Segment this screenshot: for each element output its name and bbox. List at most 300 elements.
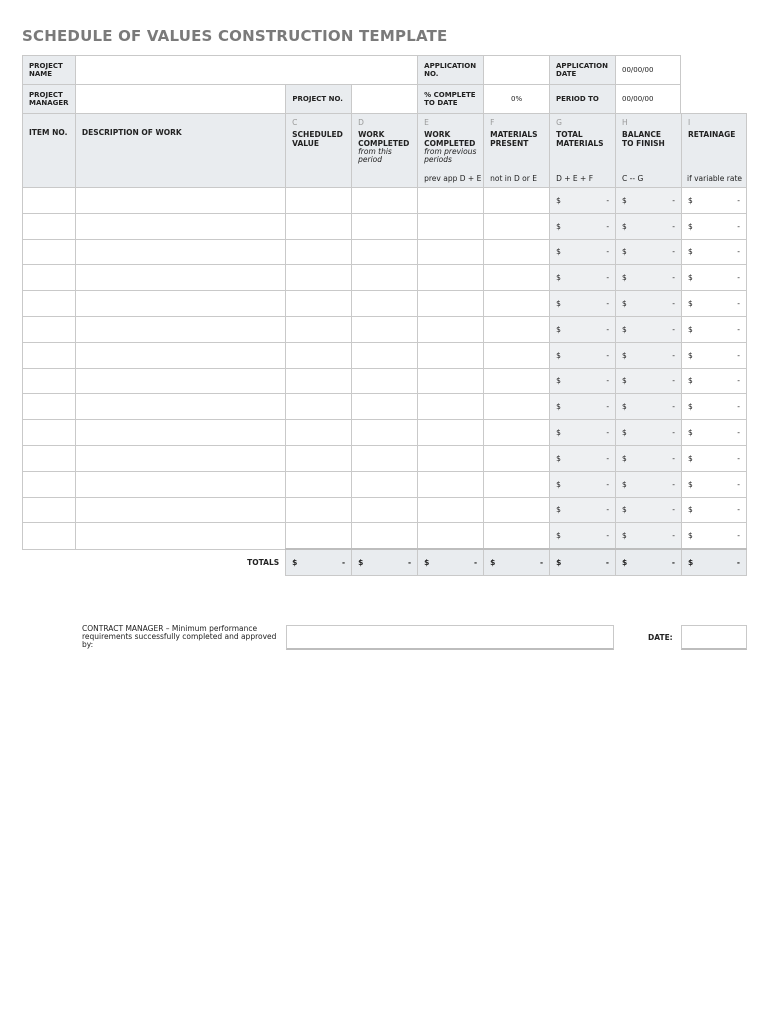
amount-value: - <box>672 453 675 463</box>
currency-symbol: $ <box>622 557 628 567</box>
currency-symbol: $ <box>622 505 627 515</box>
description-cell[interactable] <box>75 291 285 317</box>
work-completed-this-period-cell[interactable] <box>352 420 418 446</box>
amount-value: - <box>672 324 675 334</box>
work-completed-previous-cell[interactable] <box>418 265 484 291</box>
currency-symbol: $ <box>556 376 561 386</box>
scheduled-value-cell[interactable] <box>286 316 352 342</box>
description-cell[interactable] <box>75 316 285 342</box>
column-header-item-no <box>23 114 76 188</box>
amount-value: - <box>606 428 610 438</box>
column-letter-c: C <box>292 118 298 127</box>
item-no-cell[interactable] <box>23 239 76 265</box>
description-cell[interactable] <box>75 497 285 523</box>
currency-symbol: $ <box>622 247 627 257</box>
amount-value: - <box>606 221 610 231</box>
table-row <box>23 497 747 523</box>
column-formula-g: D + E + F <box>556 174 594 183</box>
table-row <box>23 291 747 317</box>
materials-present-cell[interactable] <box>484 239 550 265</box>
total-scheduled-value-cell <box>286 549 352 575</box>
scheduled-value-cell[interactable] <box>286 239 352 265</box>
currency-symbol: $ <box>622 324 627 334</box>
currency-symbol: $ <box>292 557 298 567</box>
balance-to-finish-cell <box>616 523 682 549</box>
work-completed-this-period-cell[interactable] <box>352 523 418 549</box>
project-manager-label: PROJECT MANAGER <box>23 85 76 114</box>
amount-value: - <box>408 557 412 567</box>
currency-symbol: $ <box>556 531 561 541</box>
scheduled-value-cell[interactable] <box>286 394 352 420</box>
work-completed-previous-cell[interactable] <box>418 342 484 368</box>
work-completed-this-period-cell[interactable] <box>352 368 418 394</box>
balance-to-finish-cell <box>616 316 682 342</box>
work-completed-this-period-cell[interactable] <box>352 291 418 317</box>
currency-symbol: $ <box>622 453 627 463</box>
item-no-header: ITEM NO. <box>29 128 68 137</box>
column-formula-f: not in D or E <box>490 174 537 183</box>
currency-symbol: $ <box>687 402 693 412</box>
contract-manager-label: CONTRACT MANAGER – Minimum performance requirements successfully completed and approved by: <box>82 624 277 649</box>
currency-symbol: $ <box>556 402 561 412</box>
currency-symbol: $ <box>687 505 693 515</box>
amount-value: - <box>672 376 675 386</box>
column-header-i <box>681 114 746 188</box>
column-header-c <box>286 114 352 188</box>
total-materials-cell <box>550 471 616 497</box>
amount-value: - <box>737 531 740 541</box>
amount-value: - <box>605 557 610 567</box>
work-completed-previous-cell[interactable] <box>418 239 484 265</box>
table-row <box>23 342 747 368</box>
materials-present-cell[interactable] <box>484 497 550 523</box>
amount-value: - <box>342 557 346 567</box>
materials-present-cell[interactable] <box>484 291 550 317</box>
retainage-cell <box>681 239 746 265</box>
totals-label: TOTALS <box>247 557 280 567</box>
amount-value: - <box>672 531 675 541</box>
currency-symbol: $ <box>687 557 694 567</box>
amount-value: - <box>606 453 610 463</box>
percent-complete-field[interactable]: 0% <box>484 85 550 114</box>
table-row <box>23 523 747 549</box>
work-completed-previous-cell[interactable] <box>418 394 484 420</box>
scheduled-value-cell[interactable] <box>286 497 352 523</box>
amount-value: - <box>737 221 740 231</box>
amount-value: - <box>737 376 740 386</box>
work-completed-this-period-cell[interactable] <box>352 342 418 368</box>
balance-to-finish-cell <box>616 394 682 420</box>
description-cell[interactable] <box>75 471 285 497</box>
currency-symbol: $ <box>556 247 561 257</box>
total-materials-cell <box>550 213 616 239</box>
item-no-cell[interactable] <box>23 265 76 291</box>
total-materials-cell <box>550 445 616 471</box>
column-letter-f: F <box>490 118 495 127</box>
currency-symbol: $ <box>622 376 627 386</box>
amount-value: - <box>737 479 740 489</box>
contract-manager-signature-field[interactable] <box>286 625 614 650</box>
amount-value: - <box>606 505 610 515</box>
column-title-d: WORK COMPLETED <box>358 130 410 148</box>
column-sub-e: from previous periods <box>424 147 477 164</box>
item-no-cell[interactable] <box>23 471 76 497</box>
currency-symbol: $ <box>687 428 693 438</box>
currency-symbol: $ <box>622 221 627 231</box>
currency-symbol: $ <box>358 557 364 567</box>
currency-symbol: $ <box>556 273 561 283</box>
amount-value: - <box>672 221 675 231</box>
column-title-f: MATERIALS PRESENT <box>490 130 538 148</box>
currency-symbol: $ <box>687 376 693 386</box>
amount-value: - <box>737 402 740 412</box>
currency-symbol: $ <box>622 402 627 412</box>
amount-value: - <box>672 428 675 438</box>
column-header-row <box>23 114 747 188</box>
retainage-cell <box>681 523 746 549</box>
amount-value: - <box>672 195 675 205</box>
work-completed-this-period-cell[interactable] <box>352 445 418 471</box>
currency-symbol: $ <box>622 479 627 489</box>
date-label: DATE: <box>648 633 673 642</box>
column-formula-e: prev app D + E <box>424 174 482 183</box>
currency-symbol: $ <box>556 324 561 334</box>
column-letter-g: G <box>556 118 562 127</box>
currency-symbol: $ <box>687 531 693 541</box>
total-materials-cell <box>550 316 616 342</box>
column-title-g: TOTAL MATERIALS <box>556 130 604 148</box>
table-row <box>23 265 747 291</box>
currency-symbol: $ <box>556 428 561 438</box>
date-field[interactable] <box>681 625 747 650</box>
total-retainage-cell <box>681 549 746 575</box>
amount-value: - <box>539 557 544 567</box>
currency-symbol: $ <box>622 273 627 283</box>
project-no-label: PROJECT NO. <box>286 85 352 114</box>
currency-symbol: $ <box>556 299 561 309</box>
retainage-cell <box>681 213 746 239</box>
currency-symbol: $ <box>687 350 693 360</box>
retainage-cell <box>681 394 746 420</box>
currency-symbol: $ <box>556 505 561 515</box>
application-no-field[interactable] <box>484 56 550 85</box>
currency-symbol: $ <box>622 195 627 205</box>
work-completed-this-period-cell[interactable] <box>352 471 418 497</box>
currency-symbol: $ <box>556 221 561 231</box>
total-materials-cell <box>550 265 616 291</box>
item-no-cell[interactable] <box>23 342 76 368</box>
column-header-d <box>352 114 418 188</box>
retainage-cell <box>681 188 746 214</box>
work-completed-this-period-cell[interactable] <box>352 316 418 342</box>
item-no-cell[interactable] <box>23 316 76 342</box>
page-title: SCHEDULE OF VALUES CONSTRUCTION TEMPLATE <box>22 27 448 45</box>
currency-symbol: $ <box>687 273 693 283</box>
amount-value: - <box>737 428 740 438</box>
amount-value: - <box>606 195 610 205</box>
period-to-label: PERIOD TO <box>550 85 616 114</box>
amount-value: - <box>606 273 610 283</box>
description-cell[interactable] <box>75 265 285 291</box>
table-row <box>23 420 747 446</box>
amount-value: - <box>737 505 740 515</box>
table-row <box>23 471 747 497</box>
currency-symbol: $ <box>490 557 496 567</box>
amount-value: - <box>606 479 610 489</box>
currency-symbol: $ <box>556 195 561 205</box>
materials-present-cell[interactable] <box>484 265 550 291</box>
work-completed-this-period-cell[interactable] <box>352 188 418 214</box>
total-materials-cell <box>550 420 616 446</box>
project-manager-field[interactable] <box>75 85 285 114</box>
balance-to-finish-cell <box>616 368 682 394</box>
total-materials-cell <box>550 342 616 368</box>
column-header-e <box>418 114 484 188</box>
work-completed-previous-cell[interactable] <box>418 316 484 342</box>
table-row <box>23 188 747 214</box>
work-completed-previous-cell[interactable] <box>418 188 484 214</box>
column-title-e: WORK COMPLETED <box>424 130 476 148</box>
balance-to-finish-cell <box>616 213 682 239</box>
retainage-cell <box>681 291 746 317</box>
materials-present-cell[interactable] <box>484 368 550 394</box>
item-no-cell[interactable] <box>23 188 76 214</box>
amount-value: - <box>736 557 740 567</box>
column-formula-h: C -- G <box>622 174 644 183</box>
column-letter-h: H <box>622 118 628 127</box>
currency-symbol: $ <box>687 453 693 463</box>
scheduled-value-cell[interactable] <box>286 188 352 214</box>
total-materials-cell <box>550 368 616 394</box>
table-row <box>23 213 747 239</box>
column-header-description <box>75 114 285 188</box>
retainage-cell <box>681 265 746 291</box>
currency-symbol: $ <box>556 350 561 360</box>
amount-value: - <box>606 324 610 334</box>
item-no-cell[interactable] <box>23 394 76 420</box>
currency-symbol: $ <box>622 350 627 360</box>
materials-present-cell[interactable] <box>484 420 550 446</box>
application-no-label: APPLICATION NO. <box>418 56 484 85</box>
column-formula-i: if variable rate <box>687 174 742 183</box>
amount-value: - <box>737 247 740 257</box>
description-cell[interactable] <box>75 213 285 239</box>
amount-value: - <box>737 324 740 334</box>
total-work-completed-previous-cell <box>418 549 484 575</box>
retainage-cell <box>681 316 746 342</box>
work-completed-previous-cell[interactable] <box>418 523 484 549</box>
materials-present-cell[interactable] <box>484 523 550 549</box>
period-to-field[interactable]: 00/00/00 <box>616 85 681 114</box>
balance-to-finish-cell <box>616 420 682 446</box>
column-title-h: BALANCE TO FINISH <box>622 130 665 148</box>
scheduled-value-cell[interactable] <box>286 471 352 497</box>
amount-value: - <box>737 299 740 309</box>
schedule-of-values-table <box>22 113 747 576</box>
amount-value: - <box>473 557 478 567</box>
currency-symbol: $ <box>424 557 430 567</box>
currency-symbol: $ <box>556 479 561 489</box>
scheduled-value-cell[interactable] <box>286 368 352 394</box>
amount-value: - <box>606 350 610 360</box>
balance-to-finish-cell <box>616 342 682 368</box>
balance-to-finish-cell <box>616 239 682 265</box>
item-no-cell[interactable] <box>23 291 76 317</box>
description-cell[interactable] <box>75 368 285 394</box>
amount-value: - <box>737 195 740 205</box>
amount-value: - <box>606 402 610 412</box>
column-letter-e: E <box>424 118 429 127</box>
total-materials-cell <box>550 523 616 549</box>
currency-symbol: $ <box>622 531 627 541</box>
materials-present-cell[interactable] <box>484 213 550 239</box>
description-cell[interactable] <box>75 342 285 368</box>
work-completed-previous-cell[interactable] <box>418 471 484 497</box>
currency-symbol: $ <box>687 324 693 334</box>
currency-symbol: $ <box>687 195 693 205</box>
total-materials-cell <box>550 394 616 420</box>
scheduled-value-cell[interactable] <box>286 523 352 549</box>
scheduled-value-cell[interactable] <box>286 342 352 368</box>
amount-value: - <box>606 531 610 541</box>
retainage-cell <box>681 420 746 446</box>
project-name-field[interactable] <box>75 56 417 85</box>
table-row <box>23 316 747 342</box>
project-info-grid <box>22 55 681 114</box>
work-completed-previous-cell[interactable] <box>418 291 484 317</box>
application-date-label: APPLICATION DATE <box>550 56 616 85</box>
amount-value: - <box>672 402 675 412</box>
amount-value: - <box>606 376 610 386</box>
total-materials-cell <box>550 239 616 265</box>
retainage-cell <box>681 445 746 471</box>
project-name-label: PROJECT NAME <box>23 56 76 85</box>
currency-symbol: $ <box>687 479 693 489</box>
work-completed-previous-cell[interactable] <box>418 368 484 394</box>
work-completed-this-period-cell[interactable] <box>352 394 418 420</box>
scheduled-value-cell[interactable] <box>286 445 352 471</box>
totals-row <box>23 549 747 575</box>
item-no-cell[interactable] <box>23 445 76 471</box>
description-cell[interactable] <box>75 523 285 549</box>
item-no-cell[interactable] <box>23 523 76 549</box>
amount-value: - <box>672 350 675 360</box>
scheduled-value-cell[interactable] <box>286 213 352 239</box>
materials-present-cell[interactable] <box>484 471 550 497</box>
amount-value: - <box>672 505 675 515</box>
materials-present-cell[interactable] <box>484 316 550 342</box>
total-materials-cell <box>550 291 616 317</box>
total-total-materials-cell <box>550 549 616 575</box>
retainage-cell <box>681 368 746 394</box>
project-no-field[interactable] <box>352 85 418 114</box>
currency-symbol: $ <box>687 247 693 257</box>
column-letter-d: D <box>358 118 364 127</box>
table-row <box>23 394 747 420</box>
total-balance-to-finish-cell <box>616 549 682 575</box>
scheduled-value-cell[interactable] <box>286 291 352 317</box>
table-row <box>23 239 747 265</box>
balance-to-finish-cell <box>616 188 682 214</box>
retainage-cell <box>681 471 746 497</box>
amount-value: - <box>672 247 675 257</box>
application-date-field[interactable]: 00/00/00 <box>616 56 681 85</box>
total-materials-present-cell <box>484 549 550 575</box>
scheduled-value-cell[interactable] <box>286 420 352 446</box>
amount-value: - <box>672 273 675 283</box>
scheduled-value-cell[interactable] <box>286 265 352 291</box>
work-completed-this-period-cell[interactable] <box>352 213 418 239</box>
column-header-g <box>550 114 616 188</box>
currency-symbol: $ <box>556 557 562 567</box>
work-completed-this-period-cell[interactable] <box>352 497 418 523</box>
description-cell[interactable] <box>75 188 285 214</box>
work-completed-this-period-cell[interactable] <box>352 239 418 265</box>
balance-to-finish-cell <box>616 291 682 317</box>
balance-to-finish-cell <box>616 265 682 291</box>
percent-complete-label: % COMPLETE TO DATE <box>418 85 484 114</box>
amount-value: - <box>737 273 740 283</box>
table-row <box>23 445 747 471</box>
description-header: DESCRIPTION OF WORK <box>81 128 182 137</box>
item-no-cell[interactable] <box>23 213 76 239</box>
currency-symbol: $ <box>687 299 693 309</box>
total-materials-cell <box>550 188 616 214</box>
description-cell[interactable] <box>75 394 285 420</box>
item-no-cell[interactable] <box>23 497 76 523</box>
materials-present-cell[interactable] <box>484 445 550 471</box>
column-header-f <box>484 114 550 188</box>
total-materials-cell <box>550 497 616 523</box>
balance-to-finish-cell <box>616 497 682 523</box>
currency-symbol: $ <box>556 453 561 463</box>
table-row <box>23 368 747 394</box>
item-no-cell[interactable] <box>23 368 76 394</box>
amount-value: - <box>606 299 610 309</box>
currency-symbol: $ <box>622 428 627 438</box>
retainage-cell <box>681 497 746 523</box>
balance-to-finish-cell <box>616 471 682 497</box>
materials-present-cell[interactable] <box>484 342 550 368</box>
column-header-h <box>616 114 682 188</box>
currency-symbol: $ <box>622 299 627 309</box>
work-completed-previous-cell[interactable] <box>418 213 484 239</box>
balance-to-finish-cell <box>616 445 682 471</box>
amount-value: - <box>737 350 740 360</box>
amount-value: - <box>672 299 675 309</box>
description-cell[interactable] <box>75 420 285 446</box>
work-completed-previous-cell[interactable] <box>418 445 484 471</box>
retainage-cell <box>681 342 746 368</box>
work-completed-previous-cell[interactable] <box>418 497 484 523</box>
work-completed-this-period-cell[interactable] <box>352 265 418 291</box>
amount-value: - <box>672 479 675 489</box>
total-work-completed-this-period-cell <box>352 549 418 575</box>
amount-value: - <box>671 557 675 567</box>
column-title-i: RETAINAGE <box>687 130 736 139</box>
description-cell[interactable] <box>75 445 285 471</box>
amount-value: - <box>606 247 610 257</box>
materials-present-cell[interactable] <box>484 394 550 420</box>
work-completed-previous-cell[interactable] <box>418 420 484 446</box>
item-no-cell[interactable] <box>23 420 76 446</box>
currency-symbol: $ <box>687 221 693 231</box>
column-title-c: SCHEDULED VALUE <box>292 130 343 148</box>
materials-present-cell[interactable] <box>484 188 550 214</box>
description-cell[interactable] <box>75 239 285 265</box>
column-sub-d: from this period <box>358 147 392 164</box>
amount-value: - <box>737 453 740 463</box>
